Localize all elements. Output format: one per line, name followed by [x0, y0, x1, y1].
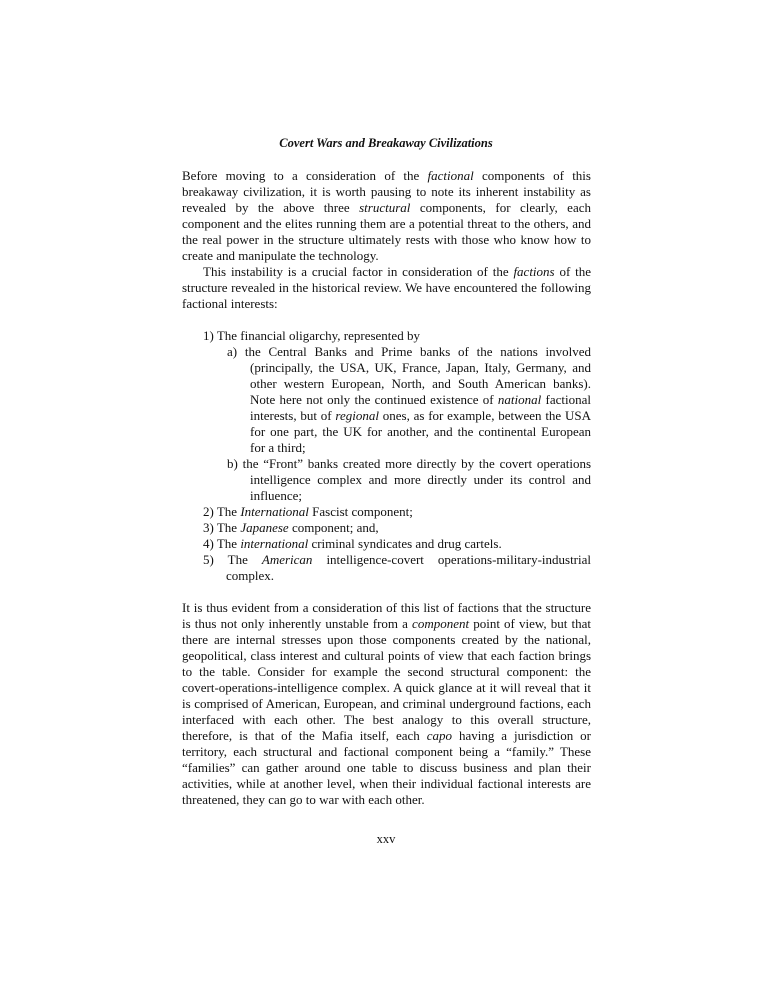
italic-term: capo — [426, 728, 452, 743]
text-run: This instability is a crucial factor in consideration of the — [203, 264, 514, 279]
text-run: criminal syndicates and drug cartels. — [308, 536, 502, 551]
text-run: ones, as for example, between the USA for one part, the UK for another, and the continental European for a third; — [250, 408, 591, 455]
paragraph-2 — [182, 264, 591, 312]
text-run: factional interests, but of — [250, 392, 591, 423]
text-run: 2) The — [203, 504, 241, 519]
list-item-5 — [203, 552, 591, 584]
text-run: Before moving to a consideration of the — [182, 168, 428, 183]
italic-term: International — [240, 504, 309, 519]
text-run: components, for clearly, each component and the elites running them are a potential threat to the others, and the real power in the structure ultimately rests with those who know how to create and manipulate the technology. — [182, 200, 591, 263]
list-item-1: 1) The financial oligarchy, represented by — [203, 328, 420, 343]
text-run: 3) The — [203, 520, 241, 535]
page-number: xxv — [376, 832, 396, 846]
list-item-3 — [203, 520, 591, 536]
list-item-4 — [203, 536, 591, 552]
text-run: a) the Central Banks and Prime banks of the nations involved (principally, the USA, UK, France, Japan, Italy, Germany, and other western European, North, and South American banks). Note here not only the continued existence of — [227, 344, 591, 407]
text-run: component; and, — [288, 520, 379, 535]
text-run: 5) The — [203, 552, 262, 567]
text-run: It is thus evident from a consideration of this list of factions that the structure is thus not only inherently unstable from a — [182, 600, 591, 631]
italic-term: factional — [427, 168, 474, 183]
list-item-1a — [227, 344, 591, 456]
italic-term: American — [261, 552, 313, 567]
italic-term: Japanese — [240, 520, 289, 535]
text-run: 4) The — [203, 536, 241, 551]
text-run: of the structure revealed in the historical review. We have encountered the following factional interests: — [182, 264, 591, 311]
text-run: intelligence-covert operations-military-industrial complex. — [226, 552, 591, 583]
running-header: Covert Wars and Breakaway Civilizations — [279, 136, 493, 150]
italic-term: structural — [359, 200, 411, 215]
paragraph-1 — [182, 168, 591, 264]
text-run: point of view, but that there are internal stresses upon those components created by the national, geopolitical, class interest and cultural points of view that each faction brings to the table. Consider for example the second structural component: the covert-operations-intelligence complex. A quick glance at it will reveal that it is comprised of American, European, and criminal underground factions, each interfaced with each other. The best analogy to this overall structure, therefore, is that of the Mafia itself, each — [182, 616, 591, 743]
text-run: Fascist component; — [308, 504, 413, 519]
italic-term: factions — [513, 264, 555, 279]
factions-list — [182, 328, 591, 584]
text-run: having a jurisdiction or territory, each structural and factional component being a “family.” These “families” can gather around one table to discuss business and plan their activities, while at another level, when their individual factional interests are threatened, they can go to war with each other. — [182, 728, 591, 807]
italic-term: component — [412, 616, 470, 631]
page-body — [182, 168, 591, 808]
list-item-1b: b) the “Front” banks created more directly by the covert operations intelligence complex and more directly under its control and influence; — [227, 456, 591, 503]
text-run: components of this breakaway civilization, it is worth pausing to note its inherent instability as revealed by the above three — [182, 168, 591, 215]
italic-term: international — [240, 536, 309, 551]
italic-term: national — [497, 392, 542, 407]
paragraph-3 — [182, 600, 591, 808]
italic-term: regional — [335, 408, 379, 423]
list-item-2 — [203, 504, 591, 520]
